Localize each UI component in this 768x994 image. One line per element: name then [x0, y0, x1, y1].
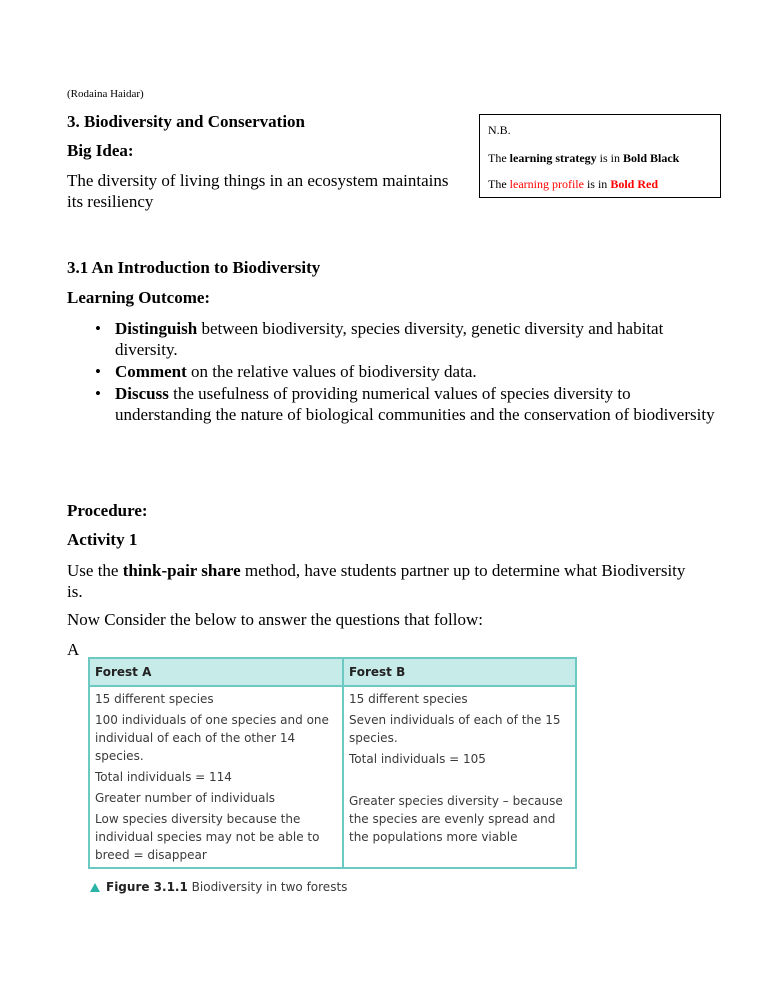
list-item — [95, 318, 715, 360]
activity-instructions — [67, 560, 687, 602]
note-bold-text: Bold Black — [622, 151, 680, 165]
cell-text: Total individuals = 114 — [95, 770, 232, 784]
figure-caption — [90, 880, 347, 894]
outcome-text: between biodiversity, species diversity, genetic diversity and habitat diversity. — [115, 319, 664, 359]
note-bold-text: learning strategy — [509, 151, 597, 165]
figure-label: Figure 3.1.1 — [106, 880, 188, 894]
section-title: 3.1 An Introduction to Biodiversity — [67, 258, 321, 277]
column-header-forest-a: Forest A — [89, 658, 343, 686]
activity-text: method, have students partner up to determine what Biodiversity is. — [67, 561, 686, 601]
cell-text: Seven individuals of each of the 15 species. — [349, 713, 561, 745]
cell-text: 15 different species — [95, 692, 214, 706]
big-idea-text: The diversity of living things in an ecosystem maintains its resiliency — [67, 171, 449, 211]
big-idea-heading: Big Idea: — [67, 141, 134, 160]
bullet-icon: • — [95, 319, 101, 338]
note-red-text: learning profile — [509, 177, 584, 191]
bullet-icon: • — [95, 384, 101, 403]
learning-outcomes-list — [95, 318, 715, 426]
forest-comparison-table — [88, 657, 577, 869]
cell-text — [349, 771, 570, 789]
procedure-heading: Procedure: — [67, 501, 148, 520]
note-line-strategy — [488, 151, 679, 166]
table-cell — [89, 686, 343, 868]
cell-text: 15 different species — [349, 692, 468, 706]
table-header-row — [89, 658, 576, 686]
triangle-icon — [90, 883, 100, 892]
cell-text: Total individuals = 105 — [349, 752, 486, 766]
cell-text: Greater species diversity – because the species are evenly spread and the populations more viable — [349, 794, 563, 844]
learning-outcome-heading: Learning Outcome: — [67, 288, 211, 307]
outcome-verb: Distinguish — [115, 319, 198, 338]
note-bold-red-text: Bold Red — [610, 177, 658, 191]
table-row — [89, 686, 576, 868]
part-label: A — [67, 640, 80, 659]
cell-text: 100 individuals of one species and one individual of each of the other 14 species. — [95, 713, 329, 763]
list-item — [95, 361, 715, 382]
bullet-icon: • — [95, 362, 101, 381]
list-item — [95, 383, 715, 425]
figure-caption-text: Biodiversity in two forests — [187, 880, 348, 894]
note-text: The — [488, 177, 510, 191]
table-cell — [343, 686, 576, 868]
cell-text: Greater number of individuals — [95, 791, 276, 805]
note-line-profile — [488, 177, 658, 192]
activity-text: Use the — [67, 561, 123, 580]
cell-text: Low species diversity because the individual species may not be able to breed = disappear — [95, 812, 320, 862]
consider-prompt: Now Consider the below to answer the questions that follow: — [67, 610, 483, 629]
chapter-title: 3. Biodiversity and Conservation — [67, 112, 306, 131]
activity-method: think-pair share — [122, 561, 241, 580]
note-box — [479, 114, 721, 198]
outcome-verb: Discuss — [115, 384, 169, 403]
note-text: is in — [583, 177, 611, 191]
activity-heading: Activity 1 — [67, 530, 138, 549]
column-header-forest-b: Forest B — [343, 658, 576, 686]
note-text: The — [488, 151, 510, 165]
outcome-text: on the relative values of biodiversity data. — [186, 362, 477, 381]
outcome-text: the usefulness of providing numerical values of species diversity to understanding the nature of biological communities and the conservation of biodiversity — [115, 384, 715, 424]
outcome-verb: Comment — [115, 362, 187, 381]
author-name: (Rodaina Haidar) — [67, 88, 144, 100]
note-title: N.B. — [488, 123, 511, 137]
note-text: is in — [596, 151, 623, 165]
